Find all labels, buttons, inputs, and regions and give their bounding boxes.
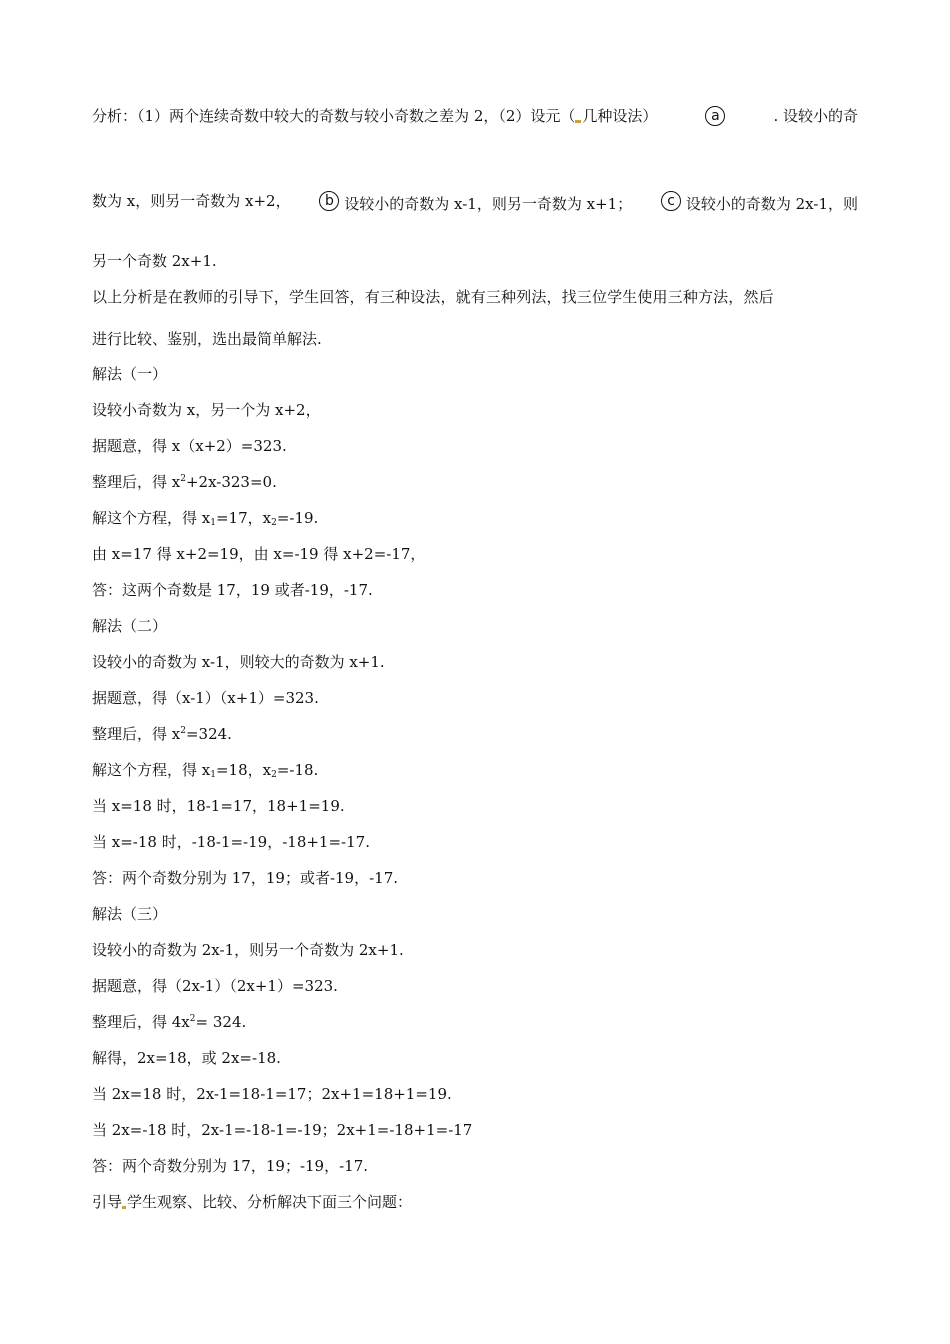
method-3-line-2: 据题意，得（2x-1）（2x+1）=323.: [92, 977, 338, 995]
method-2-line-6: 当 x=-18 时，-18-1=-19，-18+1=-17.: [92, 833, 370, 851]
circled-c-marker: c: [661, 191, 681, 211]
analysis-line-1-start: 分析：（1）两个连续奇数中较大的奇数与较小奇数之差为 2，（2）设元（ 几种设法）: [92, 107, 658, 125]
closing-line: 引导 学生观察、比较、分析解决下面三个问题：: [92, 1193, 413, 1211]
analysis-line-5: 进行比较、鉴别，选出最简单解法.: [92, 330, 322, 348]
method-1-line-5: 由 x=17 得 x+2=19，由 x=-19 得 x+2=-17，: [92, 545, 426, 563]
method-2-line-4: 解这个方程，得 $x_1=18$，$x_2=-18$.: [92, 761, 319, 780]
analysis-line-1: [92, 106, 858, 126]
method-3-line-4: 解得，2x=18，或 2x=-18.: [92, 1049, 281, 1067]
method-1-line-2: 据题意，得 x（x+2）=323.: [92, 437, 287, 455]
method-1-line-1: 设较小奇数为 x，另一个为 x+2，: [92, 401, 321, 419]
method-3-title: 解法（三）: [92, 905, 168, 923]
analysis-line-3: 另一个奇数 2x+1.: [92, 252, 217, 270]
analysis-line-2-end: c 设较小的奇数为 2x-1，则: [661, 191, 858, 214]
analysis-line-2: [92, 191, 858, 214]
analysis-line-2-start: 数为 x，则另一奇数为 x+2，: [92, 192, 291, 210]
analysis-line-4: 以上分析是在教师的引导下，学生回答，有三种设法，就有三种列法，找三位学生使用三种方法，然后: [92, 288, 774, 306]
method-2-line-1: 设较小的奇数为 x-1，则较大的奇数为 x+1.: [92, 653, 385, 671]
method-1-title: 解法（一）: [92, 365, 168, 383]
method-3-line-3: 整理后，得 $4x^2= 324$.: [92, 1013, 247, 1031]
method-3-line-6: 当 2x=-18 时，2x-1=-18-1=-19；2x+1=-18+1=-17: [92, 1121, 473, 1139]
method-3-line-1: 设较小的奇数为 2x-1，则另一个奇数为 2x+1.: [92, 941, 404, 959]
method-1-answer: 答：这两个奇数是 17，19 或者-19，-17.: [92, 581, 373, 599]
circled-b-marker: b: [319, 191, 339, 211]
method-3-answer: 答：两个奇数分别为 17，19；-19，-17.: [92, 1157, 369, 1175]
method-3-line-5: 当 2x=18 时，2x-1=18-1=17；2x+1=18+1=19.: [92, 1085, 452, 1103]
method-2-line-5: 当 x=18 时，18-1=17，18+1=19.: [92, 797, 345, 815]
method-2-line-3: 整理后，得 $x^2=324$.: [92, 725, 232, 743]
circled-a-marker: a: [705, 106, 725, 126]
method-2-answer: 答：两个奇数分别为 17，19；或者-19，-17.: [92, 869, 399, 887]
analysis-line-1-end: . 设较小的奇: [773, 107, 858, 125]
analysis-line-2-mid: b 设较小的奇数为 x-1，则另一奇数为 x+1；: [319, 191, 632, 214]
method-2-line-2: 据题意，得（x-1）（x+1）=323.: [92, 689, 319, 707]
method-1-line-4: 解这个方程，得 $x_1=17$，$x_2=-19$.: [92, 509, 319, 528]
method-1-line-3: 整理后，得 $x^2+2x-323=0$.: [92, 473, 277, 491]
method-2-title: 解法（二）: [92, 617, 168, 635]
